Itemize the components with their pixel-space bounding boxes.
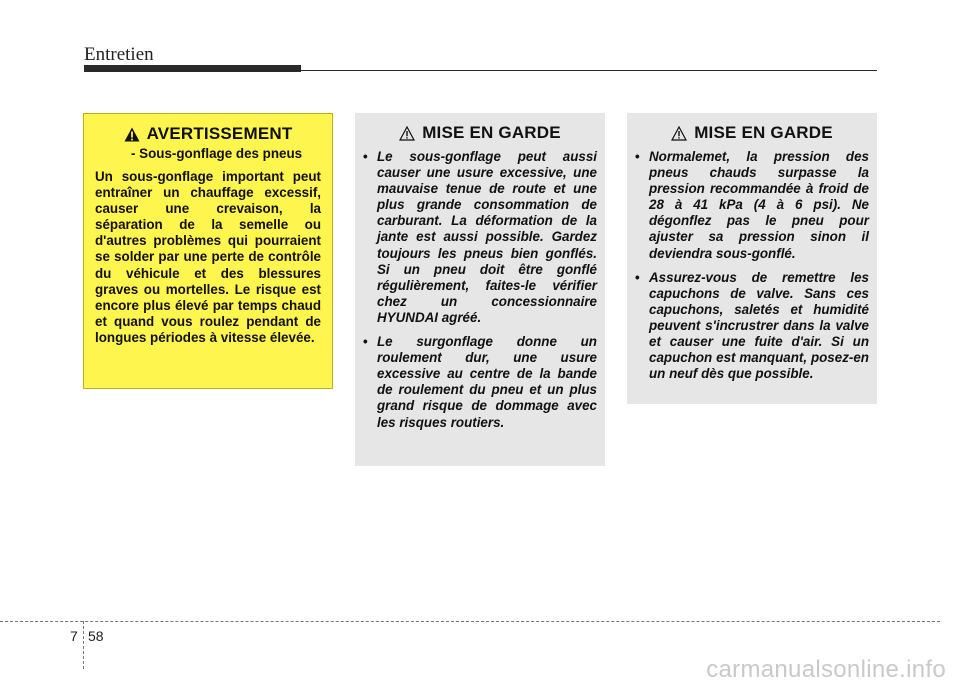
caution-box-2 [627, 113, 877, 404]
warning-box-subtitle: - Sous-gonflage des pneus [131, 146, 303, 161]
caution-box-1-list [363, 149, 597, 431]
caution-box-1-heading [363, 123, 597, 143]
header-rule-thin [300, 70, 877, 71]
list-item: • Le surgonflage donne un roulement dur, une usure excessive au centre de la bande de roulement du pneu et un plus grand risque de dommage avec les risques routiers. [363, 334, 597, 431]
caution-box-2-title: MISE EN GARDE [694, 123, 833, 142]
caution-box-2-list [635, 149, 869, 382]
list-item: • Normalemet, la pression des pneus chauds surpasse la pression recommandée à froid de 28 à 41 kPa (4 à 6 psi). Ne dégonflez pas le pneu pour ajuster sa pression sinon il deviendra sous-gonflé. [635, 149, 869, 262]
caution-box-1-title: MISE EN GARDE [422, 123, 561, 142]
watermark: carmanualsonline.info [706, 656, 946, 683]
warning-triangle-outline-icon [399, 126, 415, 141]
list-item: • Le sous-gonflage peut aussi causer une usure excessive, une mauvaise tenue de route et une plus grande consommation de carburant. La déformation de la jante est aussi possible. Gardez toujours les pneus bien gonflés. Si un pneu doit être gonflé régulièrement, faites-le vérifier chez un concessionnaire HYUNDAI agréé. [363, 149, 597, 326]
list-item: • Assurez-vous de remettre les capuchons de valve. Sans ces capuchons, saletés et humidité peuvent s'incrustrer dans la valve et causer une fuite d'air. Si un capuchon est manquant, posez-en un neuf dès que possible. [635, 270, 869, 383]
warning-box-body: Un sous-gonflage important peut entraîner un chauffage excessif, causer une crevaison, la séparation de la semelle ou d'autres problèmes qui pourraient se solder par une perte de contrôle du véhicule et des blessures graves ou mortelles. Le risque est encore plus élevé par temps chaud et quand vous roulez pendant de longues périodes à vitesse élevée. [95, 169, 321, 345]
warning-box-title: AVERTISSEMENT [146, 124, 293, 143]
caution-box-2-heading [635, 123, 869, 143]
page-number: 58 [88, 628, 104, 644]
footer-dashed-rule [0, 621, 940, 622]
warning-triangle-outline-icon [671, 126, 687, 141]
caution-box-1 [355, 113, 605, 466]
header-rule-thick [84, 65, 301, 72]
footer-dashed-divider [83, 621, 84, 669]
warning-triangle-icon [124, 127, 140, 142]
warning-box-heading [95, 124, 321, 144]
warning-box [83, 113, 333, 389]
chapter-number: 7 [70, 628, 78, 644]
page-header-title: Entretien [84, 44, 154, 65]
